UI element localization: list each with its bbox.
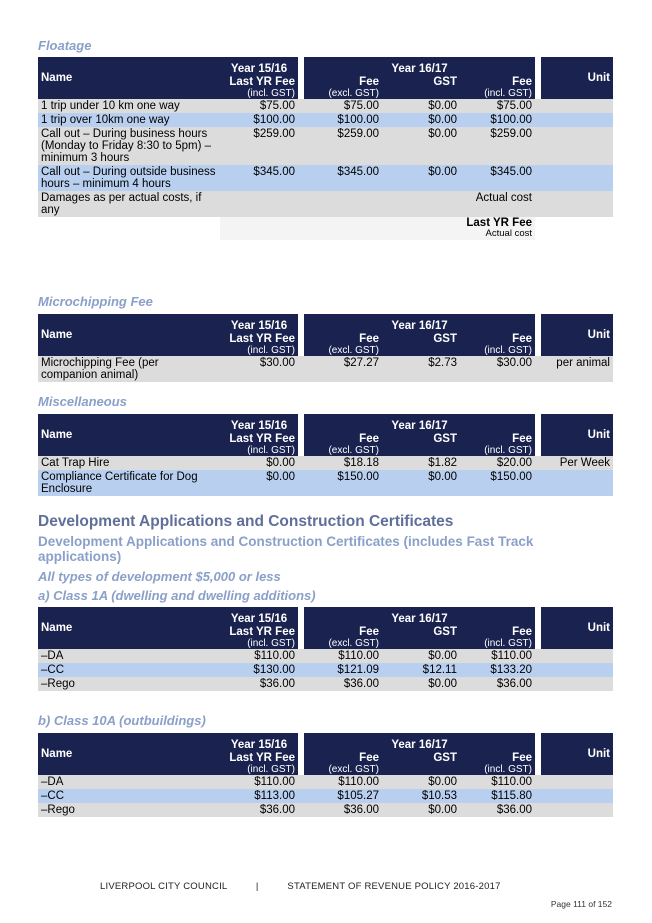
row-gst: $0.00	[382, 165, 460, 191]
header-name: Name	[38, 607, 220, 649]
table-header	[38, 314, 613, 356]
page-footer	[100, 881, 501, 892]
row-fee-excl: $110.00	[304, 775, 382, 789]
table-row	[38, 663, 613, 677]
header-gst: GST	[433, 752, 457, 764]
table-row	[38, 113, 613, 127]
row-unit	[541, 113, 613, 127]
header-year1617: Year 16/17	[391, 420, 448, 432]
class10a-table	[38, 733, 613, 817]
section-title-floatage: Floatage	[38, 38, 92, 53]
row-fee-excl: $100.00	[304, 113, 382, 127]
row-last-fee: $0.00	[220, 470, 298, 496]
header-fee: Fee	[359, 433, 379, 445]
row-last-fee: $110.00	[220, 649, 298, 663]
table-header	[38, 414, 613, 456]
header-year1516: Year 15/16	[230, 63, 288, 75]
row-name: –CC	[38, 789, 220, 803]
row-fee-incl: $36.00	[460, 677, 535, 691]
header-excl-gst: (excl. GST)	[328, 445, 379, 456]
table-row	[38, 677, 613, 691]
row-name: Compliance Certificate for Dog Enclosure	[38, 470, 220, 496]
row-gst: $0.00	[382, 113, 460, 127]
dev-subheading: Development Applications and Construction Certificates (includes Fast Track applications)	[38, 534, 534, 564]
header-last-yr-fee: Last YR Fee	[229, 76, 295, 88]
header-name: Name	[38, 733, 220, 775]
row-fee-excl: $36.00	[304, 803, 382, 817]
table-header	[38, 733, 613, 775]
header-last-yr-fee: Last YR Fee	[229, 752, 295, 764]
class1a-table	[38, 607, 613, 691]
table-header	[38, 607, 613, 649]
row-fee-incl: $30.00	[460, 356, 535, 382]
table-row	[38, 803, 613, 817]
row-last-fee: $36.00	[220, 803, 298, 817]
row-fee-excl: $18.18	[304, 456, 382, 470]
row-fee-excl: $345.00	[304, 165, 382, 191]
row-fee-incl: $36.00	[460, 803, 535, 817]
row-gst: $1.82	[382, 456, 460, 470]
dev-heading: Development Applications and Construction Certificates	[38, 513, 454, 530]
row-fee-excl: $27.27	[304, 356, 382, 382]
footer-council: LIVERPOOL CITY COUNCIL	[100, 881, 228, 892]
row-unit	[541, 649, 613, 663]
header-fee: Fee	[359, 752, 379, 764]
row-name: 1 trip over 10km one way	[38, 113, 220, 127]
row-name: Cat Trap Hire	[38, 456, 220, 470]
row-last-fee: $75.00	[220, 99, 298, 113]
row-gst: $2.73	[382, 356, 460, 382]
row-last-fee: $30.00	[220, 356, 298, 382]
row-unit	[541, 165, 613, 191]
dev-all-types: All types of development $5,000 or less	[38, 569, 281, 584]
header-incl-gst: (incl. GST)	[484, 345, 532, 356]
floatage-table	[38, 57, 613, 240]
header-fee: Fee	[359, 626, 379, 638]
table-row	[38, 99, 613, 113]
row-gst: $0.00	[382, 649, 460, 663]
table-row	[38, 165, 613, 191]
table-row	[38, 456, 613, 470]
row-name: –DA	[38, 649, 220, 663]
row-gst: $0.00	[382, 127, 460, 165]
header-name: Name	[38, 314, 220, 356]
header-gst: GST	[433, 626, 457, 638]
row-unit	[541, 677, 613, 691]
header-excl-gst: (excl. GST)	[328, 345, 379, 356]
header-year1516: Year 15/16	[230, 420, 288, 432]
header-fee-incl: Fee	[512, 626, 532, 638]
row-name: –DA	[38, 775, 220, 789]
section-title-class1a: a) Class 1A (dwelling and dwelling additions)	[38, 588, 316, 603]
row-last-fee: $130.00	[220, 663, 298, 677]
row-fee-incl: $345.00	[460, 165, 535, 191]
table-row-damages-last: Last YR Fee Actual cost	[38, 217, 613, 240]
header-incl-gst: (incl. GST)	[247, 345, 295, 356]
table-row	[38, 649, 613, 663]
row-unit	[541, 803, 613, 817]
row-last-fee: $0.00	[220, 456, 298, 470]
header-name: Name	[38, 414, 220, 456]
header-unit: Unit	[541, 733, 613, 775]
header-incl-gst: (incl. GST)	[247, 764, 295, 775]
row-last-fee: $259.00	[220, 127, 298, 165]
header-last-yr-fee: Last YR Fee	[229, 333, 295, 345]
row-fee-incl: $259.00	[460, 127, 535, 165]
row-fee-excl: $75.00	[304, 99, 382, 113]
section-title-class10a: b) Class 10A (outbuildings)	[38, 713, 206, 728]
row-fee-incl: $150.00	[460, 470, 535, 496]
row-last-fee: $345.00	[220, 165, 298, 191]
row-name: Microchipping Fee (per companion animal)	[38, 356, 220, 382]
header-incl-gst: (incl. GST)	[484, 764, 532, 775]
table-row	[38, 775, 613, 789]
table-row	[38, 356, 613, 382]
header-year1516: Year 15/16	[230, 739, 288, 751]
microchipping-table	[38, 314, 613, 382]
header-year1617: Year 16/17	[391, 63, 448, 75]
header-fee: Fee	[359, 76, 379, 88]
row-gst: $12.11	[382, 663, 460, 677]
row-unit	[541, 789, 613, 803]
row-gst: $10.53	[382, 789, 460, 803]
row-unit	[541, 775, 613, 789]
row-fee-incl: $75.00	[460, 99, 535, 113]
header-incl-gst: (incl. GST)	[484, 88, 532, 99]
row-unit: Per Week	[541, 456, 613, 470]
header-incl-gst: (incl. GST)	[484, 638, 532, 649]
header-year1516: Year 15/16	[230, 320, 288, 332]
row-gst: $0.00	[382, 775, 460, 789]
section-title-misc: Miscellaneous	[38, 394, 127, 409]
header-excl-gst: (excl. GST)	[328, 638, 379, 649]
header-excl-gst: (excl. GST)	[328, 88, 379, 99]
footer-statement: STATEMENT OF REVENUE POLICY 2016-2017	[287, 881, 501, 892]
table-row	[38, 127, 613, 165]
header-gst: GST	[433, 333, 457, 345]
row-name: –Rego	[38, 803, 220, 817]
header-incl-gst: (incl. GST)	[484, 445, 532, 456]
header-last-yr-fee: Last YR Fee	[229, 433, 295, 445]
row-unit: per animal	[541, 356, 613, 382]
header-fee-incl: Fee	[512, 333, 532, 345]
row-gst: $0.00	[382, 803, 460, 817]
header-year1516: Year 15/16	[230, 613, 288, 625]
header-fee-incl: Fee	[512, 752, 532, 764]
row-gst: $0.00	[382, 99, 460, 113]
row-fee-excl: $121.09	[304, 663, 382, 677]
row-fee-excl: $105.27	[304, 789, 382, 803]
header-last-yr-fee: Last YR Fee	[229, 626, 295, 638]
row-fee-incl: $110.00	[460, 649, 535, 663]
row-unit	[541, 470, 613, 496]
header-year1617: Year 16/17	[391, 320, 448, 332]
row-fee-excl: $36.00	[304, 677, 382, 691]
header-unit: Unit	[541, 414, 613, 456]
header-fee: Fee	[359, 333, 379, 345]
header-excl-gst: (excl. GST)	[328, 764, 379, 775]
header-year1617: Year 16/17	[391, 739, 448, 751]
row-fee-incl: $133.20	[460, 663, 535, 677]
row-gst: $0.00	[382, 677, 460, 691]
table-row	[38, 470, 613, 496]
row-name: –CC	[38, 663, 220, 677]
row-fee-excl: $259.00	[304, 127, 382, 165]
row-last-fee: $113.00	[220, 789, 298, 803]
row-fee-excl: $110.00	[304, 649, 382, 663]
row-last-fee: $36.00	[220, 677, 298, 691]
row-unit	[541, 663, 613, 677]
row-fee-incl: $110.00	[460, 775, 535, 789]
header-incl-gst: (incl. GST)	[247, 638, 295, 649]
header-gst: GST	[433, 76, 457, 88]
row-last-fee: $110.00	[220, 775, 298, 789]
table-row	[38, 789, 613, 803]
header-unit: Unit	[541, 57, 613, 99]
header-incl-gst: (incl. GST)	[247, 88, 295, 99]
row-unit	[541, 99, 613, 113]
header-name: Name	[38, 57, 220, 99]
row-fee-incl: $100.00	[460, 113, 535, 127]
row-gst: $0.00	[382, 470, 460, 496]
table-row-damages: Damages as per actual costs, if any Actual cost	[38, 191, 613, 217]
row-name: Call out – During outside business hours – minimum 4 hours	[38, 165, 220, 191]
header-year1617: Year 16/17	[391, 613, 448, 625]
row-fee-incl: $20.00	[460, 456, 535, 470]
row-name: –Rego	[38, 677, 220, 691]
header-fee-incl: Fee	[512, 76, 532, 88]
row-fee-incl: $115.80	[460, 789, 535, 803]
header-unit: Unit	[541, 607, 613, 649]
row-fee-excl: $150.00	[304, 470, 382, 496]
row-last-fee: $100.00	[220, 113, 298, 127]
header-fee-incl: Fee	[512, 433, 532, 445]
header-gst: GST	[433, 433, 457, 445]
footer-separator: |	[255, 881, 259, 892]
table-header	[38, 57, 613, 99]
row-unit	[541, 127, 613, 165]
row-name: 1 trip under 10 km one way	[38, 99, 220, 113]
page-number: Page 111 of 152	[550, 899, 612, 909]
header-unit: Unit	[541, 314, 613, 356]
misc-table	[38, 414, 613, 496]
section-title-microchipping: Microchipping Fee	[38, 294, 153, 309]
row-name: Call out – During business hours (Monday to Friday 8:30 to 5pm) – minimum 3 hours	[38, 127, 220, 165]
header-incl-gst: (incl. GST)	[247, 445, 295, 456]
